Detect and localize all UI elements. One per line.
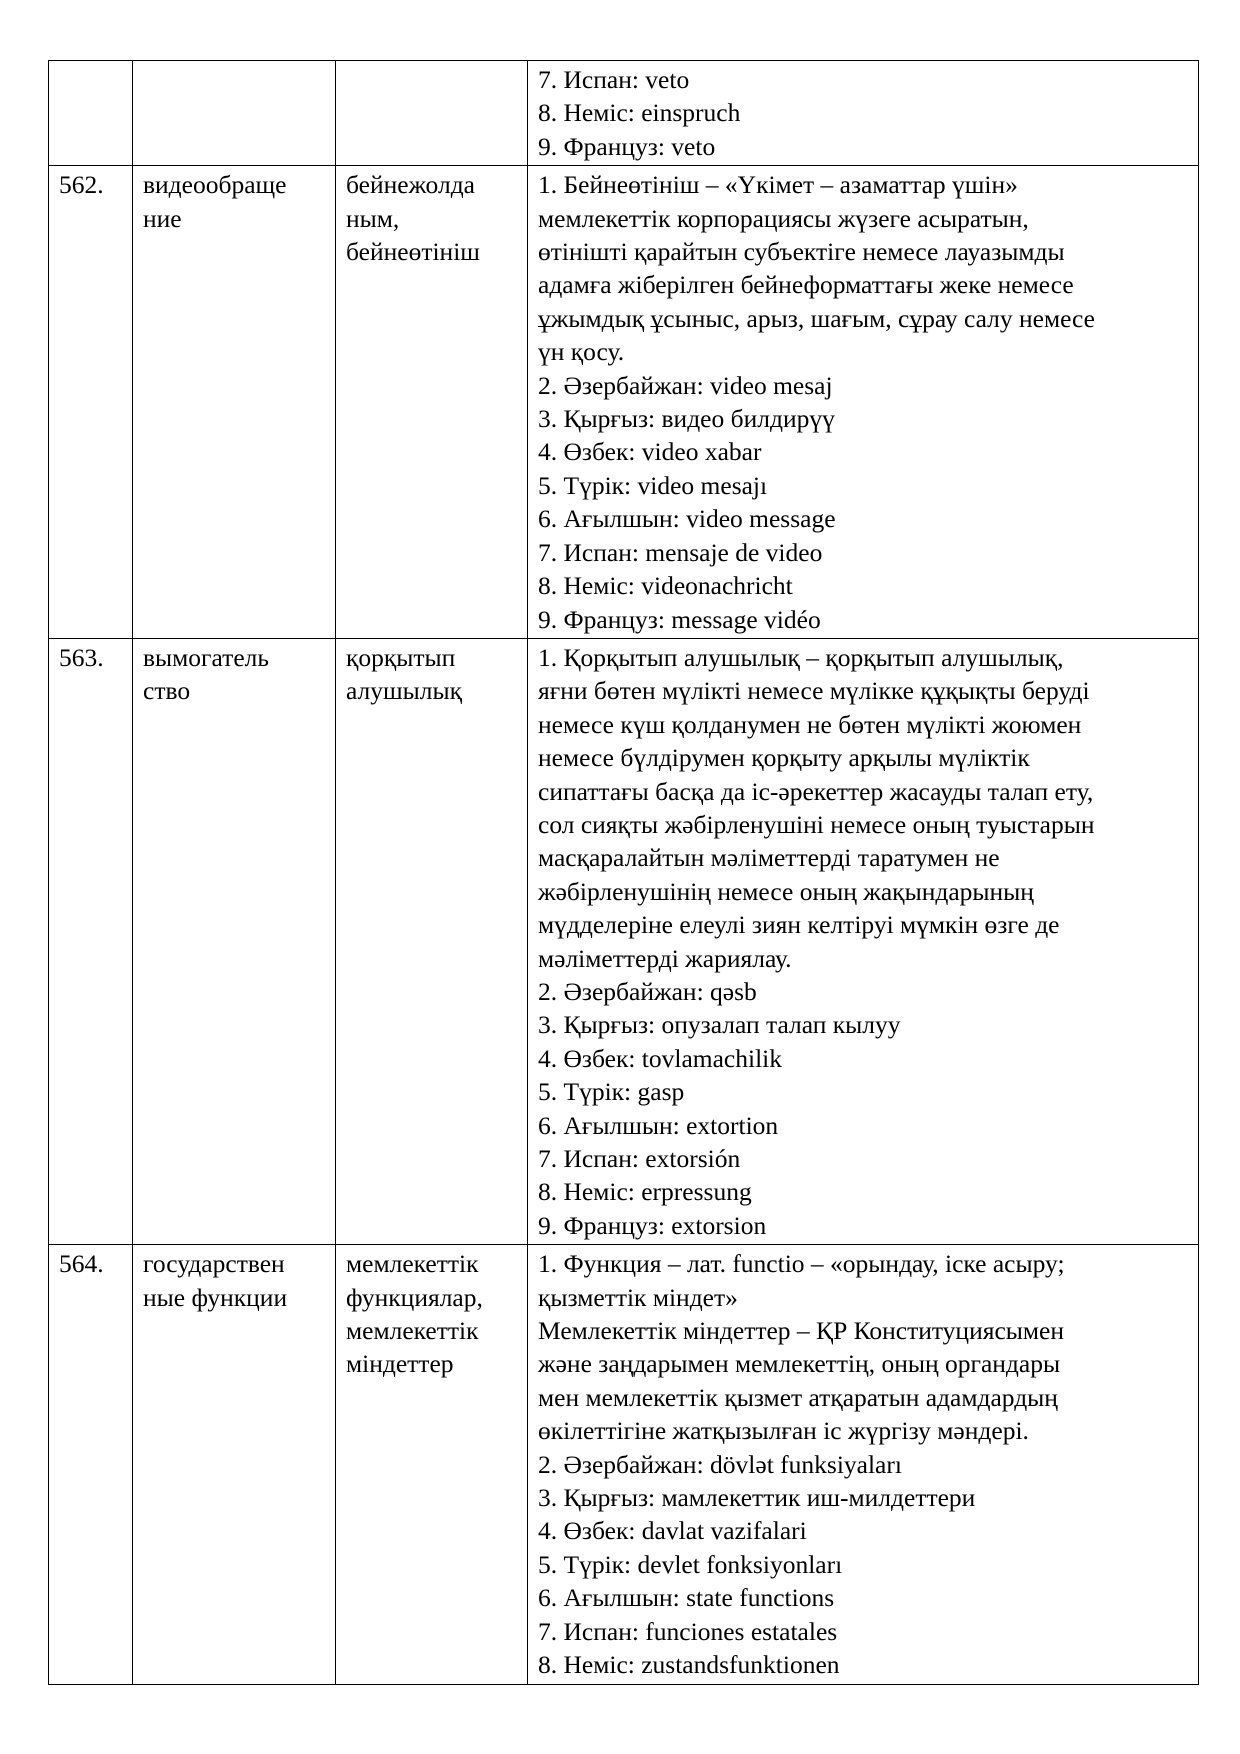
definition-line: өтінішті қарайтын субъектігe немесе лауазымды xyxy=(538,237,1065,267)
kazakh-term-line: бейнежолда xyxy=(346,170,475,200)
russian-term-line: государствен xyxy=(143,1249,285,1279)
translation-line: 8. Неміс: erpressung xyxy=(538,1177,752,1207)
kazakh-term-line: міндеттер xyxy=(346,1349,454,1379)
kazakh-term-cell xyxy=(336,166,528,639)
entry-number-cell xyxy=(49,166,133,639)
translation-line: 8. Неміс: videonachricht xyxy=(538,571,793,601)
translation-line: 5. Түрік: devlet fonksiyonları xyxy=(538,1549,843,1579)
translation-line: 6. Ағылшын: video message xyxy=(538,504,836,534)
russian-term-line: ние xyxy=(143,203,182,233)
translation-line: 7. Испан: mensaje de video xyxy=(538,537,823,567)
definition-line: мүдделеріне елеулі зиян келтіруі мүмкін өзге де xyxy=(538,910,1060,940)
table-row xyxy=(49,166,1199,639)
definition-cell xyxy=(528,166,1199,639)
translation-line: 2. Әзербайжан: video mesaj xyxy=(538,370,833,400)
table-row xyxy=(49,61,1199,166)
translation-line: 3. Қырғыз: опузалап талап кылуу xyxy=(538,1010,901,1040)
translation-line: 7. Испан: veto xyxy=(538,65,690,94)
definition-line: мәліметтерді жариялау. xyxy=(538,943,792,973)
russian-term-line: видеообраще xyxy=(143,170,287,200)
translation-line: 9. Француз: extorsion xyxy=(538,1210,767,1240)
translation-line: 6. Ағылшын: state functions xyxy=(538,1583,835,1613)
definition-line: жәбірленушінің немесе оның жақындарының xyxy=(538,876,1034,906)
kazakh-term-line: мемлекеттік xyxy=(346,1249,479,1279)
translation-line: 4. Өзбек: video xabar xyxy=(538,437,762,467)
definition-cell xyxy=(528,638,1199,1244)
kazakh-term-line: функциялар, xyxy=(346,1282,483,1312)
russian-term-line: ные функции xyxy=(143,1282,288,1312)
definition-line: мен мемлекеттік қызмет атқаратын адамдардың xyxy=(538,1382,1058,1412)
kazakh-term-line: мемлекеттік xyxy=(346,1316,479,1346)
glossary-body xyxy=(49,61,1199,1685)
translation-line: 7. Испан: extorsión xyxy=(538,1144,741,1173)
definition-line: үн қосу. xyxy=(538,337,625,367)
definition-line: және заңдарымен мемлекеттің, оның органдары xyxy=(538,1349,1061,1379)
definition-line: масқаралайтын мәліметтерді таратумен не xyxy=(538,843,1000,873)
translation-line: 7. Испан: funciones estatales xyxy=(538,1616,838,1646)
definition-line: 1. Қорқытып алушылық – қорқытып алушылық, xyxy=(538,642,1064,672)
definition-line: яғни бөтен мүлікті немесе мүлікке құқықты беруді xyxy=(538,676,1090,706)
definition-line: адамға жіберілген бейнеформаттағы жеке немесе xyxy=(538,270,1074,300)
glossary-table xyxy=(48,60,1199,1685)
russian-term-cell xyxy=(133,1245,336,1684)
translation-line: 5. Түрік: gasp xyxy=(538,1077,685,1107)
translation-line: 3. Қырғыз: мамлекеттик иш-милдеттери xyxy=(538,1483,976,1513)
entry-number: 564. xyxy=(59,1249,104,1279)
entry-number: 562. xyxy=(59,170,104,200)
table-row xyxy=(49,1245,1199,1684)
translation-line: 8. Неміс: zustandsfunktionen xyxy=(538,1650,840,1680)
definition-line: қызметтік міндет» xyxy=(538,1282,738,1312)
translation-line: 2. Әзербайжан: qəsb xyxy=(538,976,757,1006)
definition-line: мемлекеттік корпорациясы жүзеге асыратын, xyxy=(538,203,1029,233)
kazakh-term-cell xyxy=(336,61,528,166)
translation-line: 9. Француз: veto xyxy=(538,131,716,161)
page xyxy=(48,60,1198,1685)
translation-line: 5. Түрік: video mesajı xyxy=(538,470,768,500)
table-row xyxy=(49,638,1199,1244)
definition-line: 1. Бейнеөтініш – «Үкімет – азаматтар үшін» xyxy=(538,170,1018,200)
kazakh-term-line: ным, xyxy=(346,203,400,233)
russian-term-cell xyxy=(133,61,336,166)
russian-term-line: вымогатель xyxy=(143,642,269,672)
translation-line: 3. Қырғыз: видео билдирүү xyxy=(538,404,835,434)
definition-line: Мемлекеттік міндеттер – ҚР Конституциясымен xyxy=(538,1316,1064,1346)
definition-line: сипаттағы басқа да іс-әрекеттер жасауды талап ету, xyxy=(538,776,1094,806)
definition-line: ұжымдық ұсыныс, арыз, шағым, сұрау салу немесе xyxy=(538,303,1096,333)
translation-line: 6. Ағылшын: extortion xyxy=(538,1110,779,1140)
translation-line: 8. Неміс: einspruch xyxy=(538,98,741,128)
translation-line: 2. Әзербайжан: dövlət funksiyaları xyxy=(538,1449,902,1479)
definition-line: немесе бүлдірумен қорқыту арқылы мүліктік xyxy=(538,743,1030,773)
russian-term-cell xyxy=(133,638,336,1244)
translation-line: 9. Француз: message vidéo xyxy=(538,604,821,634)
definition-line: сол сияқты жәбірленушіні немесе оның туыстарын xyxy=(538,809,1095,839)
definition-line: немесе күш қолданумен не бөтен мүлікті жоюмен xyxy=(538,709,1082,739)
kazakh-term-cell xyxy=(336,1245,528,1684)
entry-number-cell xyxy=(49,638,133,1244)
translation-line: 4. Өзбек: tovlamachilik xyxy=(538,1043,783,1073)
entry-number-cell xyxy=(49,1245,133,1684)
russian-term-line: ство xyxy=(143,676,191,706)
entry-number: 563. xyxy=(59,642,104,672)
definition-cell xyxy=(528,61,1199,166)
translation-line: 4. Өзбек: davlat vazifalari xyxy=(538,1516,807,1546)
definition-cell xyxy=(528,1245,1199,1684)
kazakh-term-line: қорқытып xyxy=(346,642,456,672)
kazakh-term-cell xyxy=(336,638,528,1244)
kazakh-term-line: алушылық xyxy=(346,676,463,706)
russian-term-cell xyxy=(133,166,336,639)
definition-line: 1. Функция – лат. functio – «орындау, іске асыру; xyxy=(538,1249,1065,1279)
definition-line: өкілеттігіне жатқызылған іс жүргізу мәндері. xyxy=(538,1416,1029,1446)
entry-number-cell xyxy=(49,61,133,166)
kazakh-term-line: бейнеөтініш xyxy=(346,237,480,267)
